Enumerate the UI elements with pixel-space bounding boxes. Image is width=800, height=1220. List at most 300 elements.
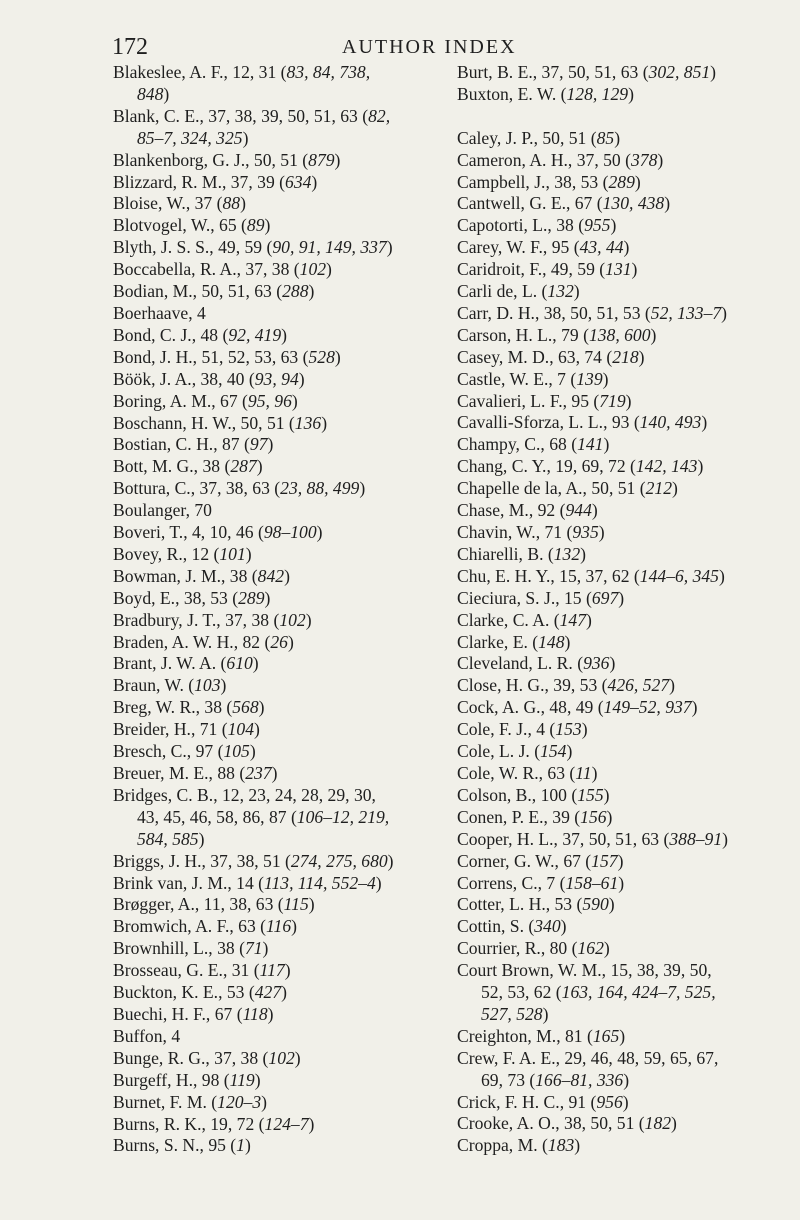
- index-entry: [457, 412, 800, 434]
- entry-line: [113, 916, 448, 938]
- entry-line: [457, 412, 800, 434]
- index-entry: [113, 785, 448, 851]
- entry-name: Casey, M. D., 63, 74 (: [457, 346, 613, 367]
- entry-name: Cieciura, S. J., 15 (: [457, 587, 592, 608]
- entry-refs: 136: [294, 412, 322, 433]
- entry-refs: 103: [194, 675, 221, 696]
- entry-line: [457, 259, 800, 281]
- entry-refs: 124–7: [264, 1113, 309, 1134]
- entry-tail: ): [573, 281, 580, 302]
- entry-continuation: [113, 128, 448, 150]
- index-entry: [113, 325, 448, 347]
- index-entry: [113, 588, 448, 610]
- entry-name: Blotvogel, W., 65 (: [113, 215, 247, 236]
- entry-tail: ): [284, 960, 291, 981]
- entry-tail: ): [254, 1069, 261, 1090]
- entry-refs: 158–61: [565, 872, 619, 893]
- index-entry: [457, 916, 800, 938]
- index-entry: [113, 522, 448, 544]
- entry-line: [113, 960, 448, 982]
- entry-cont-tail: ): [242, 127, 249, 148]
- entry-line: [457, 456, 800, 478]
- entry-line: [113, 106, 448, 128]
- entry-continuation: [457, 982, 800, 1004]
- index-entry: [113, 675, 448, 697]
- entry-refs: 697: [591, 587, 619, 608]
- entry-name: Castle, W. E., 7 (: [457, 368, 577, 389]
- index-entry: [457, 632, 800, 654]
- index-entry: [113, 916, 448, 938]
- entry-refs: 610: [226, 653, 253, 674]
- entry-line: [457, 938, 800, 960]
- entry-line: [113, 456, 448, 478]
- entry-tail: ): [650, 324, 657, 345]
- entry-line: [457, 785, 800, 807]
- entry-refs: 102: [279, 609, 306, 630]
- entry-line: [457, 215, 800, 237]
- entry-refs: 944: [565, 500, 592, 521]
- entry-refs: 426, 527: [607, 675, 670, 696]
- entry-name: Bradbury, J. T., 37, 38 (: [113, 609, 280, 630]
- entry-tail: ): [619, 1025, 626, 1046]
- index-entry: [113, 259, 448, 281]
- entry-refs: 153: [555, 719, 582, 740]
- index-entry: [457, 259, 800, 281]
- entry-line: [457, 653, 800, 675]
- entry-name: Carey, W. F., 95 (: [457, 237, 580, 258]
- index-entry: [113, 566, 448, 588]
- entry-line: [457, 916, 800, 938]
- entry-line: [457, 632, 800, 654]
- page-header: [112, 34, 752, 64]
- entry-name: Clarke, C. A. (: [457, 609, 560, 630]
- entry-tail: ): [710, 62, 717, 82]
- entry-tail: ): [291, 916, 297, 937]
- entry-cont-tail: ): [198, 828, 205, 849]
- entry-line: [113, 610, 448, 632]
- index-entry: [457, 478, 800, 500]
- entry-cont-refs: 166–81, 336: [535, 1069, 624, 1090]
- entry-name: Chavin, W., 71 (: [457, 522, 573, 543]
- entry-refs: 340: [534, 916, 561, 937]
- entry-name: Bott, M. G., 38 (: [113, 456, 231, 477]
- index-entry: [113, 500, 448, 522]
- entry-name: Cole, L. J. (: [457, 741, 541, 762]
- entry-refs: 149–52, 937: [603, 697, 692, 718]
- entry-refs: 157: [591, 850, 618, 871]
- entry-name: Bowman, J. M., 38 (: [113, 565, 258, 586]
- entry-refs: 132: [547, 281, 574, 302]
- entry-name: Brosseau, G. E., 31 (: [113, 960, 260, 981]
- entry-name: Blakeslee, A. F., 12, 31 (: [113, 62, 287, 82]
- entry-line: [457, 719, 800, 741]
- index-entry: [113, 193, 448, 215]
- entry-refs: 90, 91, 149, 337: [272, 237, 387, 258]
- entry-name: Conen, P. E., 39 (: [457, 806, 581, 827]
- index-entry: [457, 785, 800, 807]
- entry-name: Bovey, R., 12 (: [113, 543, 220, 564]
- index-entry: [457, 610, 800, 632]
- entry-refs: 427: [254, 982, 282, 1003]
- entry-line: [457, 150, 800, 172]
- index-entry: [457, 653, 800, 675]
- index-entry: [457, 84, 800, 106]
- entry-name: Bridges, C. B., 12, 23, 24, 28, 29, 30,: [113, 784, 376, 805]
- entry-tail: ): [249, 741, 256, 762]
- entry-line: [457, 237, 800, 259]
- index-entry: [457, 894, 800, 916]
- entry-line: [457, 829, 800, 851]
- entry-name: Champy, C., 68 (: [457, 434, 578, 455]
- entry-name: Court Brown, W. M., 15, 38, 39, 50,: [457, 960, 712, 981]
- entry-line: [113, 500, 448, 522]
- entry-tail: ): [261, 1091, 267, 1112]
- entry-cont-text: 69, 73 (: [481, 1069, 536, 1090]
- entry-tail: ): [657, 149, 664, 170]
- entry-line: [113, 873, 448, 895]
- entry-cont-refs: 848: [137, 83, 164, 104]
- entry-name: Brant, J. W. A. (: [113, 653, 227, 674]
- entry-refs: 590: [582, 894, 609, 915]
- entry-tail: ): [375, 872, 382, 893]
- index-entry: [113, 982, 448, 1004]
- index-entry: [113, 150, 448, 172]
- entry-tail: ): [603, 784, 610, 805]
- entry-line: [457, 544, 800, 566]
- entry-name: Carr, D. H., 38, 50, 51, 53 (: [457, 302, 651, 323]
- entry-name: Crew, F. A. E., 29, 46, 48, 59, 65, 67,: [457, 1047, 719, 1068]
- index-entry: [457, 741, 800, 763]
- entry-refs: 43, 44: [579, 237, 624, 258]
- entry-tail: ): [387, 850, 394, 871]
- entry-line: [113, 851, 448, 873]
- entry-line: [113, 413, 448, 435]
- index-entry: [457, 522, 800, 544]
- entry-line: [457, 500, 800, 522]
- entry-line: [113, 478, 448, 500]
- entry-refs: 528: [308, 346, 335, 367]
- entry-refs: 88: [222, 193, 241, 214]
- index-entry: [457, 807, 800, 829]
- index-entry: [457, 938, 800, 960]
- index-entry: [113, 215, 448, 237]
- index-entry: [113, 960, 448, 982]
- entry-line: [113, 1070, 448, 1092]
- index-entry: [113, 62, 448, 106]
- entry-name: Cleveland, L. R. (: [457, 653, 584, 674]
- entry-refs: 95, 96: [247, 390, 292, 411]
- entry-name: Bond, C. J., 48 (: [113, 324, 229, 345]
- entry-refs: 156: [580, 806, 607, 827]
- index-entry: [457, 697, 800, 719]
- entry-refs: 1: [236, 1135, 245, 1156]
- entry-name: Crick, F. H. C., 91 (: [457, 1091, 597, 1112]
- entry-refs: 148: [538, 631, 565, 652]
- entry-cont-text: 43, 45, 46, 58, 86, 87 (: [137, 806, 297, 827]
- index-entry: [457, 851, 800, 873]
- index-entry: [457, 237, 800, 259]
- index-entry: [113, 391, 448, 413]
- entry-tail: ): [311, 171, 318, 192]
- index-entry: [457, 500, 800, 522]
- index-entry: [457, 763, 800, 785]
- entry-line: [457, 807, 800, 829]
- entry-name: Correns, C., 7 (: [457, 872, 566, 893]
- index-entry: [457, 281, 800, 303]
- entry-tail: ): [623, 237, 630, 258]
- entry-tail: ): [560, 916, 567, 937]
- entry-name: Boccabella, R. A., 37, 38 (: [113, 259, 300, 280]
- entry-tail: ): [722, 828, 728, 849]
- index-entry: [113, 1135, 448, 1157]
- entry-name: Cotter, L. H., 53 (: [457, 894, 583, 915]
- entry-refs: 182: [644, 1113, 672, 1134]
- entry-name: Cavalieri, L. F., 95 (: [457, 390, 600, 411]
- entry-name: Cavalli-Sforza, L. L., 93 (: [457, 412, 640, 433]
- entry-refs: 879: [308, 149, 335, 170]
- entry-tail: ): [308, 1113, 315, 1134]
- entry-refs: 142, 143: [635, 456, 698, 477]
- entry-name: Caley, J. P., 50, 51 (: [457, 127, 597, 148]
- entry-tail: ): [606, 806, 613, 827]
- entry-line: [113, 1004, 448, 1026]
- entry-line: [457, 478, 800, 500]
- entry-line: [113, 215, 448, 237]
- entry-refs: 97: [249, 434, 268, 455]
- entry-line: [113, 982, 448, 1004]
- index-entry: [113, 303, 448, 325]
- entry-name: Buechi, H. F., 67 (: [113, 1003, 243, 1024]
- entry-tail: ): [631, 259, 638, 280]
- entry-tail: ): [252, 653, 259, 674]
- entry-line: [457, 128, 800, 150]
- entry-tail: ): [617, 850, 624, 871]
- entry-refs: 11: [575, 762, 592, 783]
- entry-name: Blank, C. E., 37, 38, 39, 50, 51, 63 (: [113, 105, 369, 126]
- entry-name: Bromwich, A. F., 63 (: [113, 916, 267, 937]
- entry-refs: 71: [244, 938, 263, 959]
- entry-refs: 289: [608, 171, 635, 192]
- entry-name: Crooke, A. O., 38, 50, 51 (: [457, 1113, 645, 1134]
- entry-name: Cantwell, G. E., 67 (: [457, 193, 603, 214]
- entry-line: [113, 522, 448, 544]
- entry-refs: 218: [612, 346, 639, 367]
- entry-tail: ): [603, 938, 610, 959]
- entry-cont-refs: 527, 528: [481, 1003, 543, 1024]
- entry-cont-refs: 85–7, 324, 325: [137, 127, 243, 148]
- entry-name: Cottin, S. (: [457, 916, 535, 937]
- entry-tail: ): [618, 872, 625, 893]
- entry-name: Cole, F. J., 4 (: [457, 719, 556, 740]
- entry-refs: 140, 493: [639, 412, 702, 433]
- entry-refs: 162: [577, 938, 604, 959]
- entry-refs: 116: [266, 916, 292, 937]
- entry-tail: ): [591, 762, 598, 783]
- entry-tail: ): [359, 478, 366, 499]
- index-entry: [113, 478, 448, 500]
- entry-tail: ): [305, 609, 312, 630]
- entry-line: [457, 873, 800, 895]
- entry-line: [457, 697, 800, 719]
- entry-tail: ): [281, 982, 287, 1003]
- entry-tail: ): [591, 500, 598, 521]
- entry-line: [457, 62, 800, 84]
- entry-line: [457, 303, 800, 325]
- entry-tail: ): [622, 1091, 629, 1112]
- entry-refs: 23, 88, 499: [280, 478, 360, 499]
- entry-line: [113, 697, 448, 719]
- entry-tail: ): [262, 938, 269, 959]
- entry-refs: 115: [283, 894, 309, 915]
- entry-name: Blankenborg, G. J., 50, 51 (: [113, 149, 309, 170]
- entry-refs: 138, 600: [588, 324, 651, 345]
- entry-line: [113, 1114, 448, 1136]
- entry-tail: ): [638, 346, 645, 367]
- index-entry: [457, 325, 800, 347]
- entry-line: [457, 391, 800, 413]
- entry-name: Bunge, R. G., 37, 38 (: [113, 1047, 269, 1068]
- entry-cont-tail: ): [623, 1069, 630, 1090]
- entry-tail: ): [609, 653, 616, 674]
- entry-line: [457, 84, 800, 106]
- entry-refs: 93, 94: [254, 368, 299, 389]
- entry-refs: 52, 133–7: [650, 302, 722, 323]
- entry-name: Bodian, M., 50, 51, 63 (: [113, 281, 283, 302]
- entry-refs: 378: [630, 149, 658, 170]
- entry-tail: ): [316, 522, 323, 543]
- index-entry: [457, 434, 800, 456]
- entry-name: Clarke, E. (: [457, 631, 539, 652]
- entry-tail: ): [721, 302, 728, 323]
- entry-line: [113, 719, 448, 741]
- index-entry: [457, 215, 800, 237]
- index-entry: [457, 873, 800, 895]
- entry-line: [457, 172, 800, 194]
- entry-refs: 842: [257, 565, 285, 586]
- index-column-right: [457, 62, 800, 1157]
- entry-tail: ): [691, 697, 698, 718]
- entry-name: Chase, M., 92 (: [457, 500, 566, 521]
- entry-line: [113, 172, 448, 194]
- entry-name: Close, H. G., 39, 53 (: [457, 675, 608, 696]
- entry-name: Carson, H. L., 79 (: [457, 324, 589, 345]
- entry-line: [457, 434, 800, 456]
- entry-refs: 98–100: [263, 522, 317, 543]
- index-entry: [113, 938, 448, 960]
- entry-line: [113, 303, 448, 325]
- entry-name: Bloise, W., 37 (: [113, 193, 223, 214]
- entry-cont-refs: 106–12, 219,: [296, 806, 390, 827]
- entry-line: [113, 763, 448, 785]
- entry-refs: 119: [229, 1069, 255, 1090]
- entry-tail: ): [308, 894, 315, 915]
- index-entry: [113, 1048, 448, 1070]
- entry-name: Braun, W. (: [113, 675, 195, 696]
- index-entry: [457, 719, 800, 741]
- index-entry: [457, 62, 800, 84]
- entry-refs: 101: [219, 543, 246, 564]
- index-entry: [113, 237, 448, 259]
- entry-continuation: [457, 1004, 800, 1026]
- entry-tail: ): [628, 83, 634, 104]
- entry-refs: 568: [232, 697, 259, 718]
- entry-refs: 302, 851: [648, 62, 711, 82]
- entry-line: [457, 325, 800, 347]
- entry-cont-refs: 584, 585: [137, 828, 199, 849]
- entry-name: Blyth, J. S. S., 49, 59 (: [113, 237, 273, 258]
- index-entry: [113, 347, 448, 369]
- index-entry: [457, 1135, 800, 1157]
- entry-cont-tail: ): [542, 1003, 549, 1024]
- entry-refs: 936: [583, 653, 610, 674]
- entry-name: Cole, W. R., 63 (: [457, 762, 576, 783]
- index-entry: [457, 172, 800, 194]
- entry-continuation: [113, 84, 448, 106]
- index-entry: [113, 456, 448, 478]
- entry-name: Boschann, H. W., 50, 51 (: [113, 412, 295, 433]
- entry-tail: ): [618, 587, 625, 608]
- entry-refs: 131: [605, 259, 632, 280]
- entry-name: Böök, J. A., 38, 40 (: [113, 368, 255, 389]
- entry-refs: 102: [299, 259, 327, 280]
- entry-name: Buckton, K. E., 53 (: [113, 982, 255, 1003]
- entry-name: Caridroit, F., 49, 59 (: [457, 259, 606, 280]
- entry-line: [457, 1092, 800, 1114]
- index-entry: [113, 851, 448, 873]
- index-entry: [457, 829, 800, 851]
- entry-name: Chang, C. Y., 19, 69, 72 (: [457, 456, 636, 477]
- index-entry: [457, 1113, 800, 1135]
- entry-refs: 92, 419: [228, 324, 282, 345]
- entry-line: [457, 675, 800, 697]
- entry-tail: ): [634, 171, 641, 192]
- entry-continuation: [457, 1070, 800, 1092]
- entry-name: Bottura, C., 37, 38, 63 (: [113, 478, 281, 499]
- entry-refs: 147: [559, 609, 587, 630]
- entry-name: Braden, A. W. H., 82 (: [113, 631, 271, 652]
- entry-refs: 212: [645, 478, 672, 499]
- entry-tail: ): [718, 565, 725, 586]
- index-entry: [113, 1092, 448, 1114]
- entry-tail: ): [291, 390, 298, 411]
- entry-tail: ): [672, 478, 678, 499]
- entry-line: [113, 281, 448, 303]
- entry-name: Chapelle de la, A., 50, 51 (: [457, 478, 646, 499]
- entry-line: [113, 566, 448, 588]
- running-title: AUTHOR INDEX: [342, 36, 517, 58]
- index-entry: [113, 172, 448, 194]
- entry-line: [113, 391, 448, 413]
- entry-name: Boveri, T., 4, 10, 46 (: [113, 522, 264, 543]
- entry-name: Carli de, L. (: [457, 281, 548, 302]
- entry-tail: ): [671, 1113, 677, 1134]
- entry-refs: 289: [238, 587, 265, 608]
- entry-refs: 155: [577, 784, 604, 805]
- entry-tail: ): [287, 631, 294, 652]
- index-entry: [113, 281, 448, 303]
- entry-line: [113, 325, 448, 347]
- index-entry: [457, 1048, 800, 1092]
- entry-line: [457, 894, 800, 916]
- index-entry: [113, 1070, 448, 1092]
- entry-tail: ): [603, 434, 610, 455]
- entry-tail: ): [256, 456, 263, 477]
- entry-line: [113, 237, 448, 259]
- index-entry: [457, 544, 800, 566]
- index-entry: [113, 1004, 448, 1026]
- entry-tail: ): [267, 1003, 274, 1024]
- entry-name: Briggs, J. H., 37, 38, 51 (: [113, 850, 291, 871]
